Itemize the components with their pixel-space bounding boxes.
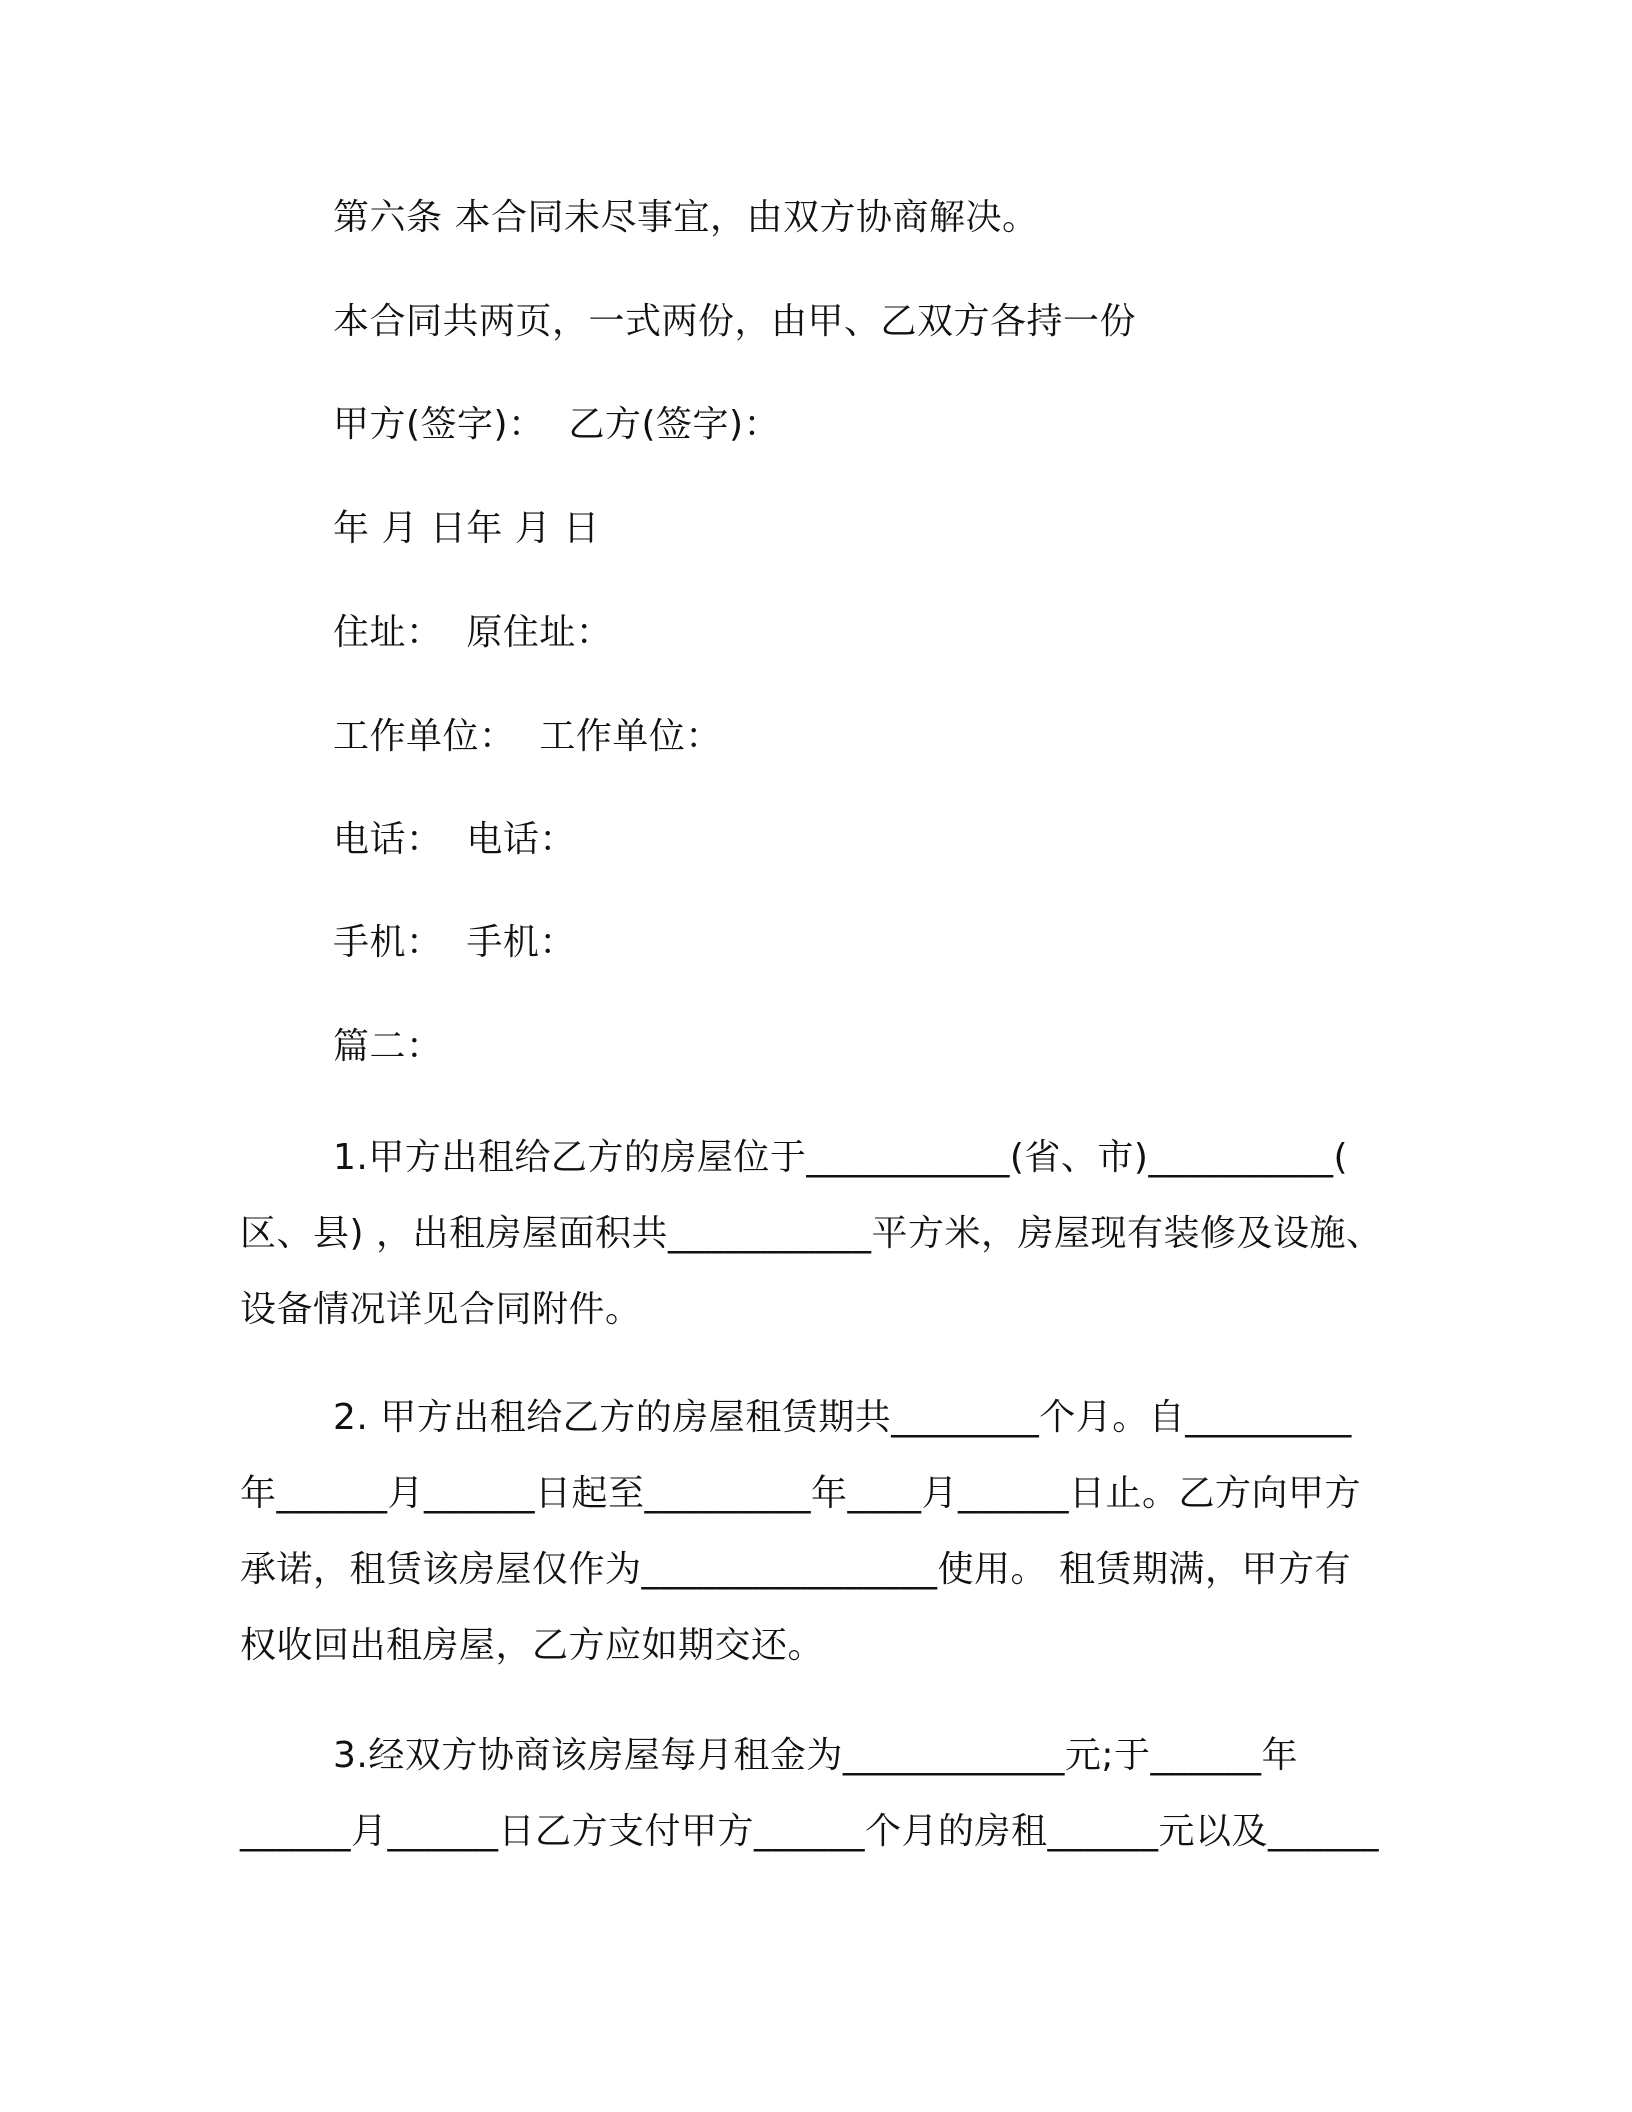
clause-1-line-1: 1.甲方出租给乙方的房屋位于___________(省、市)__________( — [333, 1137, 1348, 1178]
clause-2-line-4: 权收回出租房屋，乙方应如期交还。 — [240, 1625, 825, 1666]
clause-2-line-2: 年______月______日起至_________年____月______日止。乙方向甲方 — [240, 1473, 1362, 1514]
clause-1-line-3: 设备情况详见合同附件。 — [240, 1289, 642, 1330]
clause-3-line-2: ______月______日乙方支付甲方______个月的房租______元以及______ — [240, 1811, 1380, 1852]
workplace-line: 工作单位： 工作单位： — [333, 716, 722, 757]
mobile-line: 手机： 手机： — [333, 922, 576, 963]
clause-1-line-2: 区、县) ，出租房屋面积共___________平方米，房屋现有装修及设施、 — [240, 1213, 1383, 1254]
clause-2-line-1: 2. 甲方出租给乙方的房屋租赁期共________个月。自_________ — [333, 1397, 1352, 1438]
section-two-heading: 篇二： — [333, 1026, 443, 1067]
phone-line: 电话： 电话： — [333, 819, 576, 860]
pages-copies-line: 本合同共两页，一式两份，由甲、乙双方各持一份 — [333, 301, 1137, 342]
address-line: 住址： 原住址： — [333, 612, 613, 653]
clause-3-line-1: 3.经双方协商该房屋每月租金为____________元;于______年 — [333, 1735, 1298, 1776]
article-six-line: 第六条 本合同未尽事宜，由双方协商解决。 — [333, 197, 1039, 238]
clause-2-line-3: 承诺，租赁该房屋仅作为________________使用。 租赁期满，甲方有 — [240, 1549, 1351, 1590]
signature-line: 甲方(签字)： 乙方(签字)： — [333, 404, 781, 445]
date-line: 年 月 日年 月 日 — [333, 508, 600, 549]
